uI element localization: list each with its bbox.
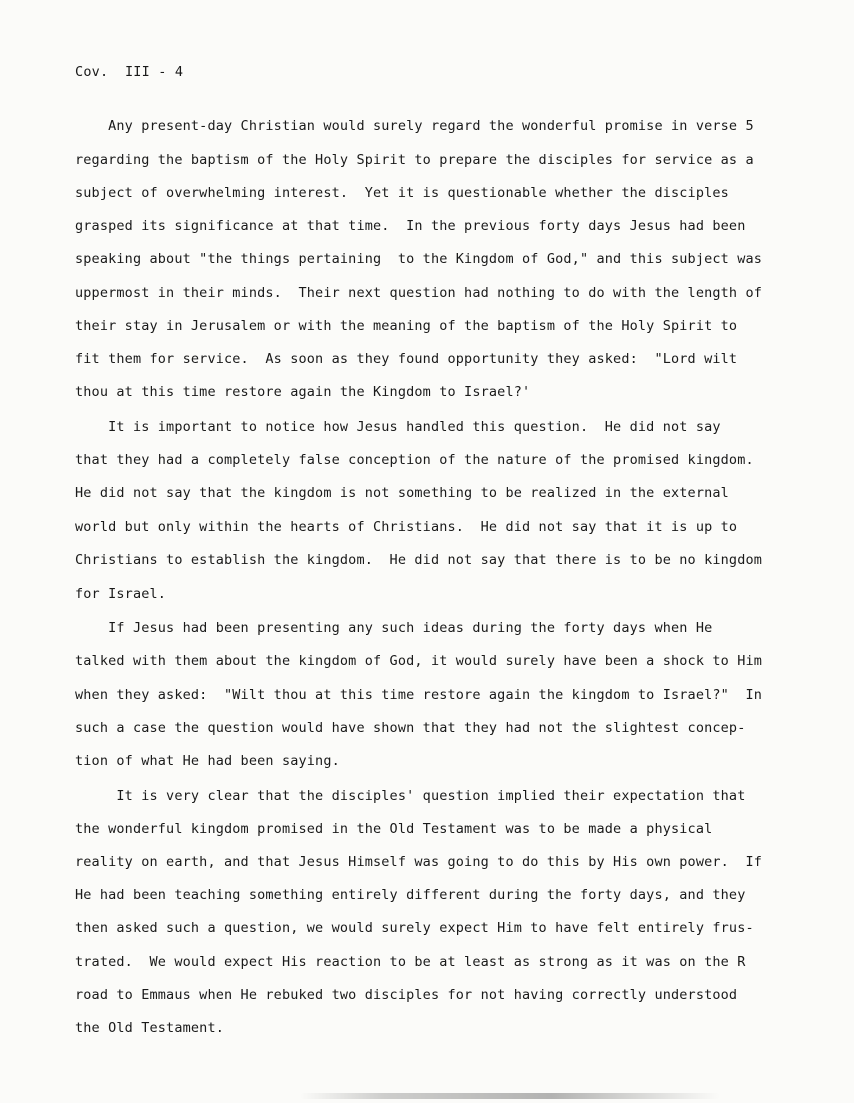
text-line: then asked such a question, we would surely expect Him to have felt entirely frus-: [75, 920, 754, 936]
text-line: grasped its significance at that time. In the previous forty days Jesus had been: [75, 218, 746, 234]
text-line: such a case the question would have shown that they had not the slightest concep-: [75, 720, 746, 736]
text-line: regarding the baptism of the Holy Spirit to prepare the disciples for service as a: [75, 152, 754, 168]
text-line: tion of what He had been saying.: [75, 753, 340, 769]
text-line: uppermost in their minds. Their next question had nothing to do with the length of: [75, 285, 763, 301]
text-line: It is very clear that the disciples' question implied their expectation that: [75, 788, 746, 804]
text-line: when they asked: "Wilt thou at this time restore again the kingdom to Israel?" In: [75, 687, 763, 703]
text-line: reality on earth, and that Jesus Himself was going to do this by His own power. If: [75, 854, 763, 870]
text-line: their stay in Jerusalem or with the meaning of the baptism of the Holy Spirit to: [75, 318, 738, 334]
text-line: Any present-day Christian would surely regard the wonderful promise in verse 5: [75, 118, 754, 134]
text-line: world but only within the hearts of Christians. He did not say that it is up to: [75, 519, 738, 535]
text-line: He did not say that the kingdom is not something to be realized in the external: [75, 485, 729, 501]
text-line: talked with them about the kingdom of God, it would surely have been a shock to Him: [75, 653, 763, 669]
text-line: thou at this time restore again the Kingdom to Israel?': [75, 384, 531, 400]
text-line: trated. We would expect His reaction to be at least as strong as it was on the R: [75, 954, 746, 970]
text-line: the wonderful kingdom promised in the Old Testament was to be made a physical: [75, 821, 713, 837]
text-line: If Jesus had been presenting any such ideas during the forty days when He: [75, 620, 713, 636]
text-line: that they had a completely false conception of the nature of the promised kingdom.: [75, 452, 754, 468]
text-line: road to Emmaus when He rebuked two disciples for not having correctly understood: [75, 987, 738, 1003]
text-line: It is important to notice how Jesus handled this question. He did not say: [75, 419, 721, 435]
text-line: speaking about "the things pertaining to the Kingdom of God," and this subject was: [75, 251, 763, 267]
text-line: fit them for service. As soon as they found opportunity they asked: "Lord wilt: [75, 351, 738, 367]
text-line: for Israel.: [75, 586, 167, 602]
text-line: Christians to establish the kingdom. He did not say that there is to be no kingdom: [75, 552, 763, 568]
text-line: the Old Testament.: [75, 1020, 224, 1036]
page-header: Cov. III - 4: [75, 64, 184, 80]
scan-edge-smudge: [300, 1093, 720, 1099]
text-line: subject of overwhelming interest. Yet it is questionable whether the disciples: [75, 185, 729, 201]
text-line: He had been teaching something entirely different during the forty days, and they: [75, 887, 746, 903]
